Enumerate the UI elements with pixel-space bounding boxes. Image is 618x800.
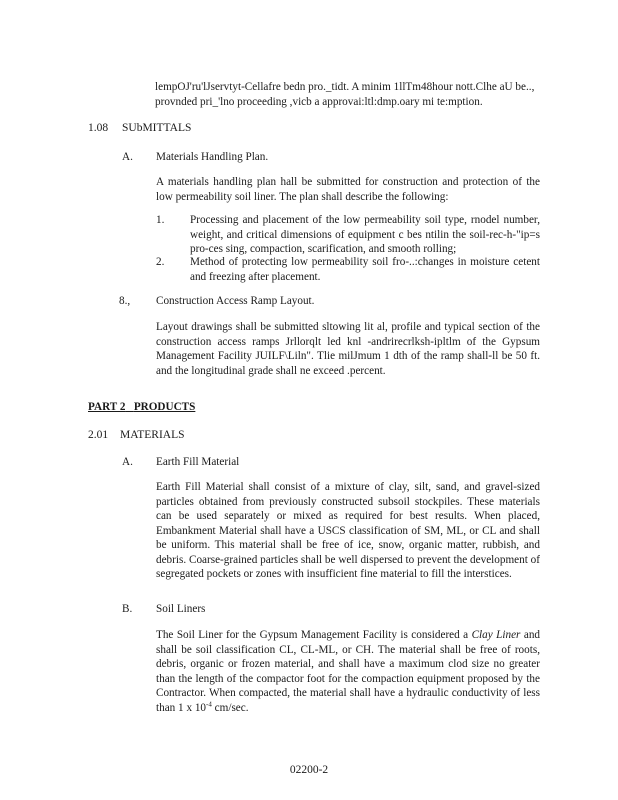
list-item-1-text: Processing and placement of the low permeability soil type, rnodel number, weight, and critical dimensions of equipment c bes ntilin the soil-rec-h-"ip=s pro-ces sing, compaction, scarification, and smooth rolling; bbox=[190, 214, 540, 255]
part-label: PART 2 bbox=[88, 401, 126, 413]
item-2a-title: Earth Fill Material bbox=[156, 456, 240, 468]
item-a-title: Materials Handling Plan. bbox=[156, 151, 269, 163]
intro-line-1: lempOJ'ru'lJservtyt-Cellafre bedn pro._tidt. A minim 1llTm48hour nott.Clhe aU be.., bbox=[155, 81, 535, 93]
clay-liner-term: Clay Liner bbox=[471, 629, 521, 641]
page-number: 02200-2 bbox=[289, 764, 329, 776]
intro-line-2: provnded pri_'lno proceeding ,vicb a approvai:ltl:dmp.oary mi te:mption. bbox=[155, 96, 483, 108]
section-number-108: 1.08 bbox=[88, 122, 109, 134]
item-2b-body-middle: and shall be soil classification CL, CL-ML, or CH. The material shall be free of roots, debris, organic or frozen material, and shall have a maximum clod size no greater than the length of the compactor foot for the compaction equipment proposed by the Contractor. When compacted, the material shall have a hydraulic conductivity of less than 1 x 10 bbox=[156, 629, 541, 714]
item-2b-title: Soil Liners bbox=[156, 603, 206, 615]
section-title-materials: MATERIALS bbox=[120, 429, 185, 441]
item-2b-body bbox=[156, 628, 540, 715]
item-b-body: Layout drawings shall be submitted sltowing lit al, profile and typical section of the construction access ramps Jrllorqlt led knl -andrirecrlksh-ipltlm of the Gypsum Management Facility JUILF\Liln". Tlie milJmum 1 dth of the ramp shall-ll be 50 ft. and the longitudinal grade shall ne exceed .percent. bbox=[156, 321, 540, 377]
list-item-2-text: Method of protecting low permeability soil fro-..:changes in moisture cetent and freezing after placement. bbox=[190, 256, 540, 283]
item-2b-body-end: cm/sec. bbox=[211, 701, 249, 714]
item-a-body: A materials handling plan hall be submitted for construction and protection of the low permeability soil liner. The plan shall describe the following: bbox=[156, 176, 540, 203]
item-2a-letter: A. bbox=[122, 456, 133, 468]
list-item-1-number: 1. bbox=[156, 214, 165, 226]
section-number-201: 2.01 bbox=[88, 429, 109, 441]
item-a-letter: A. bbox=[122, 151, 133, 163]
list-item-2-number: 2. bbox=[156, 256, 165, 268]
item-2a-body: Earth Fill Material shall consist of a mixture of clay, silt, sand, and gravel-sized particles obtained from previously constructed subsoil stockpiles. These materials can be used separately or mixed as required for best results. When placed, Embankment Material shall have a USCS classification of SM, ML, or CL and shall be uniform. This material shall be free of ice, snow, organic matter, rubbish, and debris. Coarse-grained particles shall be well dispersed to prevent the development of segregated pockets or zones with insufficient fine material to fill the interstices. bbox=[156, 481, 540, 580]
item-b-title: Construction Access Ramp Layout. bbox=[156, 295, 315, 307]
exponent: -4 bbox=[206, 699, 212, 708]
item-2b-body-start: The Soil Liner for the Gypsum Management Facility is considered a bbox=[156, 629, 472, 641]
part-heading bbox=[88, 400, 195, 415]
part-title: PRODUCTS bbox=[133, 401, 196, 413]
section-title-submittals: SUbMITTALS bbox=[122, 122, 192, 134]
item-2b-letter: B. bbox=[122, 603, 133, 615]
item-b-letter: 8., bbox=[119, 295, 131, 307]
